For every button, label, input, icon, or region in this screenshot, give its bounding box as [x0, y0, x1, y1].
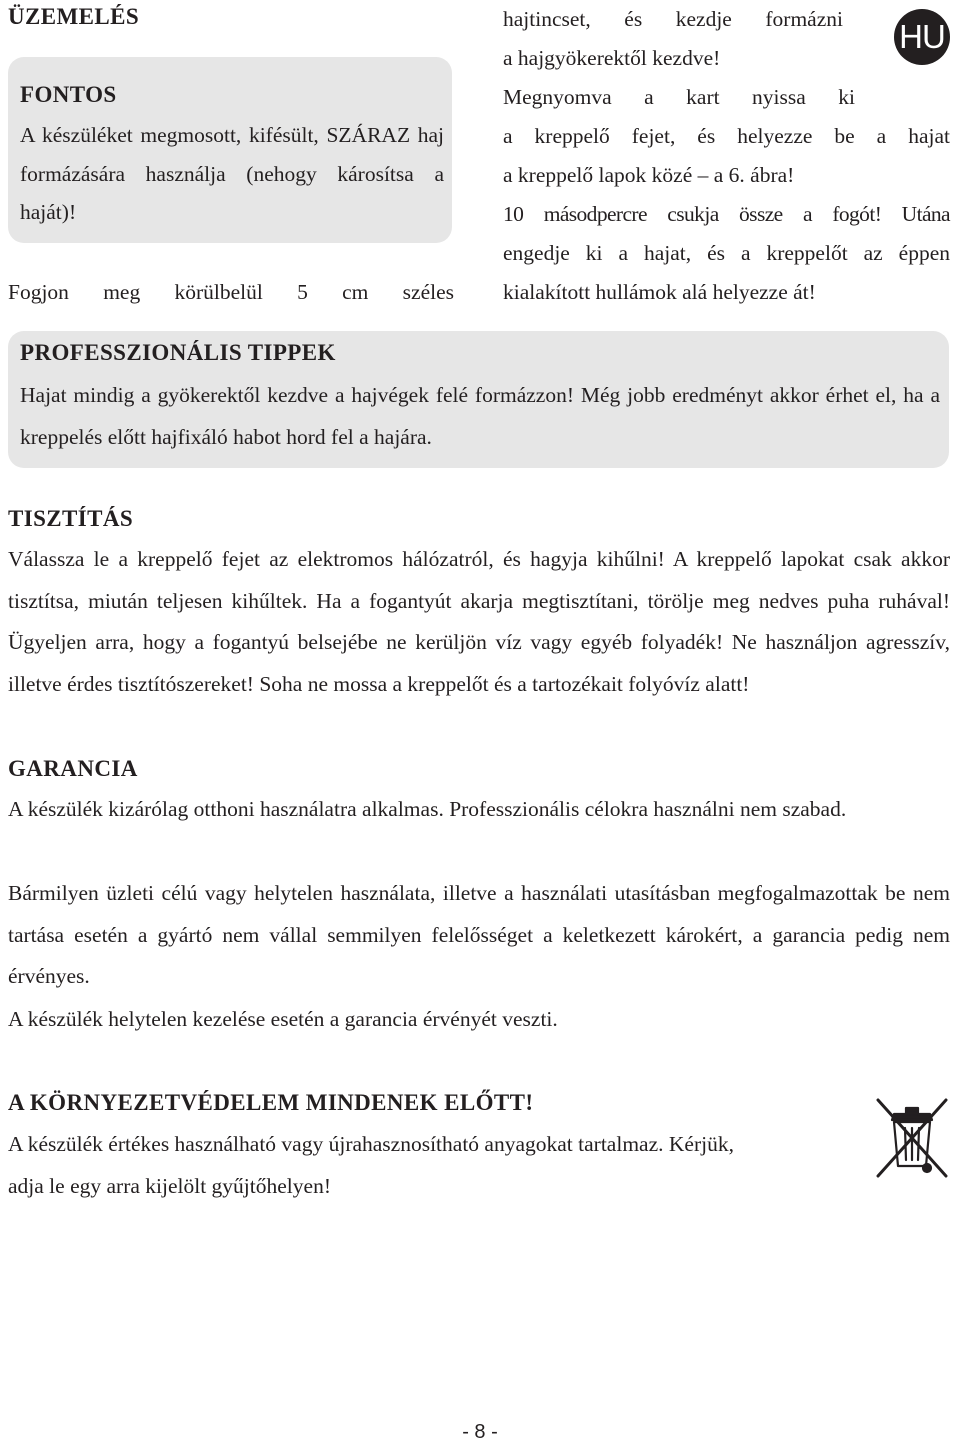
operation-step-line: Megnyomva a kart nyissa ki	[503, 85, 855, 109]
operation-step-line: a kreppelő lapok közé – a 6. ábra!	[503, 163, 795, 187]
operation-step-line: 10 másodpercre csukja össze a fogót! Utána	[503, 202, 950, 226]
language-badge: HU	[894, 9, 950, 65]
important-notice-title: FONTOS	[20, 82, 117, 107]
environment-text: A készülék értékes használható vagy újrahasznosítható anyagokat tartalmaz. Kérjük, adja le egy arra kijelölt gyűjtőhelyen!	[8, 1132, 734, 1198]
cleaning-title: TISZTÍTÁS	[8, 506, 134, 531]
pro-tips-title: PROFESSZIONÁLIS TIPPEK	[20, 340, 336, 365]
warranty-paragraph: A készülék kizárólag otthoni használatra alkalmas. Professzionális célokra használni nem szabad.	[8, 797, 847, 821]
warranty-paragraph: A készülék helytelen kezelése esetén a garancia érvényét veszti.	[8, 1007, 558, 1031]
operation-step-line: engedje ki a hajat, és a kreppelőt az éppen	[503, 241, 950, 265]
operation-step-line: a kreppelő fejet, és helyezze be a hajat	[503, 124, 950, 148]
important-notice-text: A készüléket megmosott, kifésült, SZÁRAZ haj formázására használja (nehogy károsítsa a haját)!	[20, 123, 444, 224]
pro-tips-text: Hajat mindig a gyökerektől kezdve a hajvégek felé formázzon! Még jobb eredményt akkor érhet el, ha a kreppelés előtt hajfixáló habot hord fel a hajára.	[20, 383, 940, 449]
operation-step-line: a hajgyökerektől kezdve!	[503, 46, 721, 70]
crossed-out-wheelie-bin-icon	[872, 1096, 952, 1182]
warranty-title: GARANCIA	[8, 756, 138, 781]
operation-steps-text	[503, 0, 950, 312]
cleaning-text: Válassza le a kreppelő fejet az elektromos hálózatról, és hagyja kihűlni! A kreppelő lapokat csak akkor tisztítsa, miután teljesen kihűltek. Ha a fogantyút akarja megtisztítani, törölje meg nedves puha ruhával! Ügyeljen arra, hogy a fogantyú belsejébe ne kerüljön víz vagy egyéb folyadék! Ne használjon agresszív, illetve érdes tisztítószereket! Soha ne mossa a kreppelőt és a tartozékait folyóvíz alatt!	[8, 547, 950, 696]
page-number: - 8 -	[462, 1421, 498, 1443]
operation-step-line: kialakított hullámok alá helyezze át!	[503, 280, 816, 304]
operation-step-lead: Fogjon meg körülbelül 5 cm széles	[8, 280, 454, 304]
operation-step-line: hajtincset, és kezdje formázni	[503, 7, 843, 31]
operation-title: ÜZEMELÉS	[8, 4, 140, 29]
warranty-paragraph: Bármilyen üzleti célú vagy helytelen használata, illetve a használati utasításban megfogalmazottak be nem tartása esetén a gyártó nem vállal semmilyen felelősséget a keletkezett károkért, a garancia pedig nem érvényes.	[8, 881, 950, 988]
environment-title: A KÖRNYEZETVÉDELEM MINDENEK ELŐTT!	[8, 1090, 534, 1115]
